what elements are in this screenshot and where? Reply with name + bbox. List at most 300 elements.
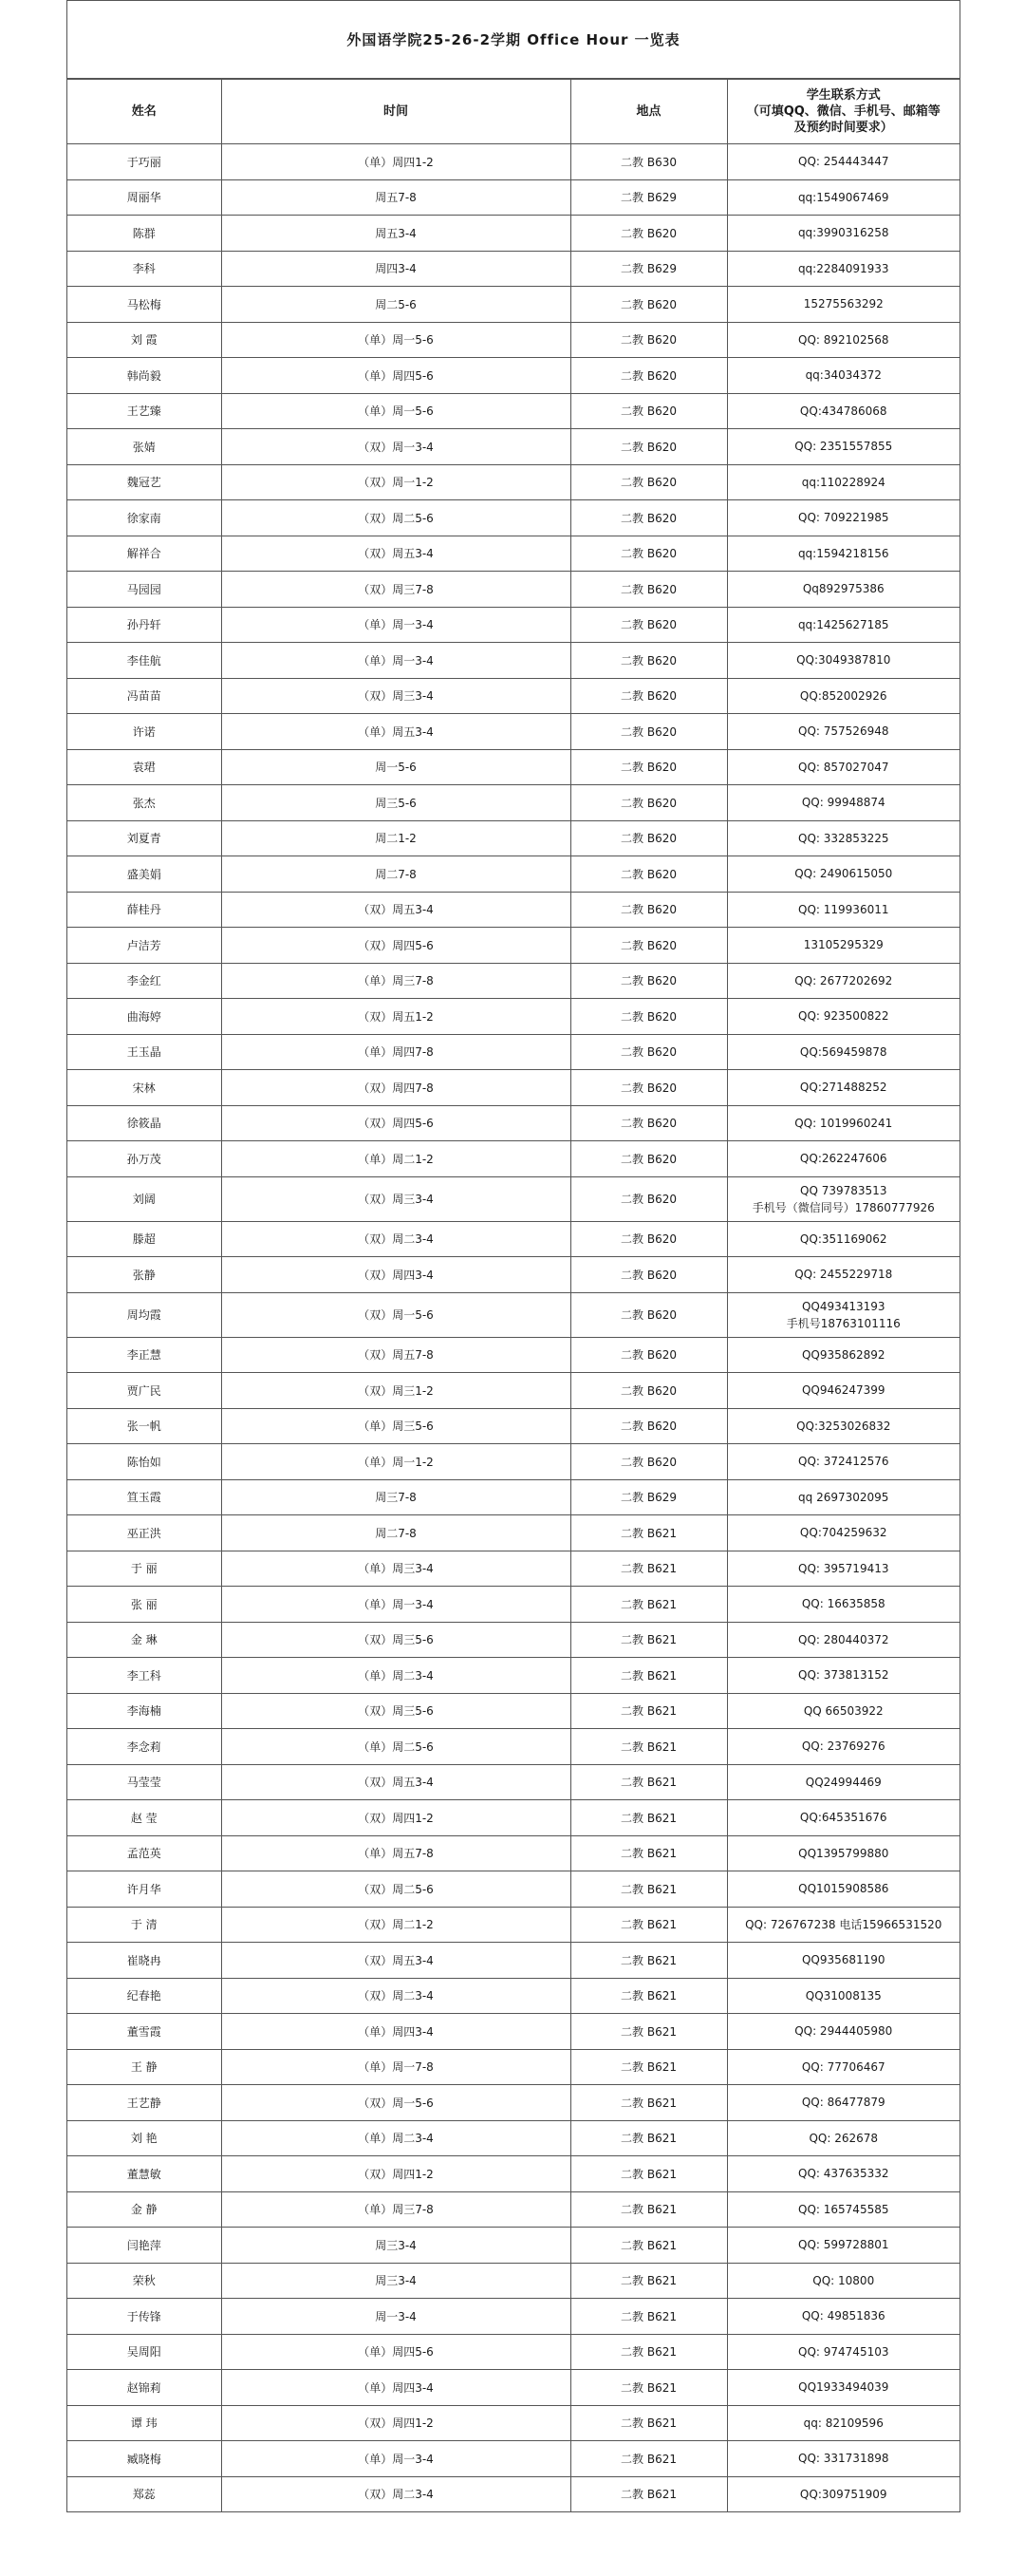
contact-cell — [727, 2191, 960, 2228]
contact-line: qq:1549067469 — [797, 190, 889, 204]
name-cell: 周丽华 — [67, 179, 221, 216]
table-row — [67, 2191, 960, 2228]
contact-line: 手机号18763101116 — [786, 1316, 901, 1330]
header-contact-line: 学生联系方式 — [806, 88, 881, 103]
contact-line: QQ: 262678 — [809, 2131, 879, 2145]
name-cell: 李海楠 — [67, 1693, 221, 1729]
contact-cell — [727, 2085, 960, 2121]
contact-cell — [727, 1373, 960, 1409]
name-cell: 陈群 — [67, 216, 221, 252]
name-cell: 张一帆 — [67, 1408, 221, 1444]
contact-cell — [727, 1978, 960, 2014]
time-cell: （单）周一3-4 — [221, 2441, 570, 2477]
contact-cell — [727, 216, 960, 252]
table-row — [67, 1978, 960, 2014]
contact-line: QQ: 77706467 — [801, 2059, 885, 2074]
time-cell: （单）周四5-6 — [221, 358, 570, 394]
time-cell: 周二5-6 — [221, 287, 570, 323]
table-row — [67, 820, 960, 856]
contact-cell — [727, 856, 960, 893]
contact-line: QQ1933494039 — [798, 2380, 889, 2395]
contact-cell — [727, 1551, 960, 1587]
time-cell: （双）周二5-6 — [221, 500, 570, 536]
time-cell: （单）周一1-2 — [221, 1444, 570, 1480]
table-row — [67, 1176, 960, 1221]
table-row — [67, 1871, 960, 1908]
name-cell: 闫艳萍 — [67, 2228, 221, 2264]
table-row — [67, 856, 960, 893]
time-cell: （双）周三1-2 — [221, 1373, 570, 1409]
header-name: 姓名 — [67, 80, 221, 144]
contact-line: QQ: 709221985 — [798, 511, 889, 525]
contact-cell — [727, 1176, 960, 1221]
contact-line: 13105295329 — [803, 938, 884, 952]
time-cell: （单）周一5-6 — [221, 393, 570, 429]
name-cell: 刘 艳 — [67, 2120, 221, 2156]
name-cell: 滕超 — [67, 1221, 221, 1257]
name-cell: 赵 莹 — [67, 1800, 221, 1836]
time-cell: （双）周四1-2 — [221, 2405, 570, 2441]
table-row — [67, 500, 960, 536]
time-cell: （双）周四1-2 — [221, 2156, 570, 2192]
table-row — [67, 1479, 960, 1515]
time-cell: 周二7-8 — [221, 1515, 570, 1551]
table-row — [67, 714, 960, 750]
contact-cell — [727, 1871, 960, 1908]
table-body — [67, 144, 960, 2512]
name-cell: 张静 — [67, 1257, 221, 1293]
location-cell: 二教 B620 — [570, 928, 727, 964]
table-row — [67, 2405, 960, 2441]
time-cell: 周四3-4 — [221, 251, 570, 287]
name-cell: 马园园 — [67, 572, 221, 608]
time-cell: （单）周二3-4 — [221, 2120, 570, 2156]
time-cell: （双）周三3-4 — [221, 678, 570, 714]
time-cell: （双）周三7-8 — [221, 572, 570, 608]
contact-cell — [727, 2156, 960, 2192]
name-cell: 冯苗苗 — [67, 678, 221, 714]
contact-cell — [727, 1105, 960, 1141]
name-cell: 孙丹轩 — [67, 607, 221, 643]
time-cell: （双）周一3-4 — [221, 429, 570, 465]
location-cell: 二教 B621 — [570, 2120, 727, 2156]
name-cell: 马松梅 — [67, 287, 221, 323]
name-cell: 张杰 — [67, 785, 221, 821]
name-cell: 郑蕊 — [67, 2476, 221, 2511]
location-cell: 二教 B620 — [570, 429, 727, 465]
time-cell: （双）周二5-6 — [221, 1871, 570, 1908]
location-cell: 二教 B620 — [570, 1257, 727, 1293]
location-cell: 二教 B620 — [570, 1337, 727, 1373]
name-cell: 宋林 — [67, 1070, 221, 1106]
time-cell: （单）周二5-6 — [221, 1729, 570, 1765]
contact-cell — [727, 1622, 960, 1658]
table-row — [67, 1221, 960, 1257]
table-row — [67, 144, 960, 180]
contact-cell — [727, 714, 960, 750]
table-row — [67, 1800, 960, 1836]
location-cell: 二教 B621 — [570, 1907, 727, 1943]
location-cell: 二教 B621 — [570, 1978, 727, 2014]
location-cell: 二教 B620 — [570, 1221, 727, 1257]
time-cell: （双）周四5-6 — [221, 928, 570, 964]
table-row — [67, 1729, 960, 1765]
contact-cell — [727, 1835, 960, 1871]
location-cell: 二教 B620 — [570, 216, 727, 252]
name-cell: 纪春艳 — [67, 1978, 221, 2014]
table-row — [67, 1337, 960, 1373]
time-cell: （单）周三3-4 — [221, 1551, 570, 1587]
contact-line: QQ: 119936011 — [798, 902, 889, 916]
name-cell: 刘阔 — [67, 1176, 221, 1221]
name-cell: 魏冠艺 — [67, 464, 221, 500]
name-cell: 金 静 — [67, 2191, 221, 2228]
contact-cell — [727, 643, 960, 679]
name-cell: 金 琳 — [67, 1622, 221, 1658]
table-row — [67, 536, 960, 572]
table-row — [67, 2228, 960, 2264]
location-cell: 二教 B620 — [570, 820, 727, 856]
location-cell: 二教 B620 — [570, 892, 727, 928]
location-cell: 二教 B620 — [570, 714, 727, 750]
name-cell: 张 丽 — [67, 1587, 221, 1623]
table-row — [67, 2334, 960, 2370]
contact-line: QQ: 331731898 — [798, 2452, 889, 2466]
contact-cell — [727, 928, 960, 964]
contact-line: QQ: 395719413 — [798, 1561, 889, 1575]
header-location: 地点 — [570, 80, 727, 144]
table-row — [67, 1141, 960, 1177]
time-cell: （双）周一1-2 — [221, 464, 570, 500]
time-cell: （单）周三5-6 — [221, 1408, 570, 1444]
table-header-row — [67, 80, 960, 144]
contact-line: QQ:569459878 — [799, 1044, 887, 1059]
name-cell: 李工科 — [67, 1658, 221, 1694]
name-cell: 王艺臻 — [67, 393, 221, 429]
contact-line: qq 2697302095 — [798, 1490, 889, 1504]
contact-line: QQ935862892 — [801, 1347, 885, 1362]
name-cell: 李佳航 — [67, 643, 221, 679]
contact-line: QQ: 726767238 电话15966531520 — [745, 1917, 942, 1931]
contact-cell — [727, 1141, 960, 1177]
location-cell: 二教 B620 — [570, 607, 727, 643]
location-cell: 二教 B621 — [570, 2370, 727, 2406]
contact-cell — [727, 1221, 960, 1257]
contact-cell — [727, 749, 960, 785]
time-cell: （双）周三5-6 — [221, 1693, 570, 1729]
contact-line: QQ: 1019960241 — [794, 1116, 893, 1130]
contact-line: QQ:271488252 — [799, 1081, 887, 1095]
time-cell: （双）周五3-4 — [221, 1943, 570, 1979]
contact-line: QQ493413193 — [801, 1299, 885, 1313]
name-cell: 崔晓冉 — [67, 1943, 221, 1979]
table-row — [67, 2299, 960, 2335]
name-cell: 王 静 — [67, 2049, 221, 2085]
location-cell: 二教 B620 — [570, 1373, 727, 1409]
time-cell: （单）周一3-4 — [221, 1587, 570, 1623]
contact-cell — [727, 251, 960, 287]
contact-cell — [727, 1070, 960, 1106]
time-cell: （双）周一5-6 — [221, 2085, 570, 2121]
table-row — [67, 464, 960, 500]
contact-cell — [727, 1337, 960, 1373]
time-cell: （双）周五7-8 — [221, 1337, 570, 1373]
contact-cell — [727, 500, 960, 536]
name-cell: 徐筱晶 — [67, 1105, 221, 1141]
contact-line: QQ31008135 — [805, 1988, 882, 2003]
time-cell: （双）周五3-4 — [221, 536, 570, 572]
time-cell: （单）周一5-6 — [221, 322, 570, 358]
contact-cell — [727, 607, 960, 643]
location-cell: 二教 B621 — [570, 1622, 727, 1658]
table-row — [67, 1444, 960, 1480]
time-cell: （双）周四7-8 — [221, 1070, 570, 1106]
time-cell: 周二1-2 — [221, 820, 570, 856]
contact-line: QQ: 16635858 — [801, 1597, 885, 1611]
contact-line: QQ: 254443447 — [798, 155, 889, 169]
location-cell: 二教 B621 — [570, 1515, 727, 1551]
name-cell: 于 丽 — [67, 1551, 221, 1587]
contact-line: Qq892975386 — [802, 582, 885, 596]
location-cell: 二教 B621 — [570, 2156, 727, 2192]
table-row — [67, 607, 960, 643]
location-cell: 二教 B621 — [570, 1658, 727, 1694]
contact-cell — [727, 1587, 960, 1623]
location-cell: 二教 B621 — [570, 1800, 727, 1836]
table-row — [67, 2085, 960, 2121]
time-cell: （双）周四1-2 — [221, 1800, 570, 1836]
contact-cell — [727, 2263, 960, 2299]
contact-cell — [727, 1800, 960, 1836]
location-cell: 二教 B621 — [570, 2405, 727, 2441]
contact-cell — [727, 2120, 960, 2156]
contact-cell — [727, 393, 960, 429]
table-row — [67, 1515, 960, 1551]
contact-cell — [727, 1479, 960, 1515]
contact-cell — [727, 2228, 960, 2264]
table-row — [67, 1373, 960, 1409]
location-cell: 二教 B620 — [570, 1070, 727, 1106]
contact-cell — [727, 1907, 960, 1943]
contact-cell — [727, 179, 960, 216]
table-row — [67, 572, 960, 608]
contact-line: QQ: 10800 — [812, 2273, 875, 2287]
contact-line: QQ:309751909 — [799, 2487, 887, 2501]
contact-cell — [727, 963, 960, 999]
location-cell: 二教 B620 — [570, 1105, 727, 1141]
location-cell: 二教 B620 — [570, 393, 727, 429]
name-cell: 周均霞 — [67, 1292, 221, 1337]
time-cell: （单）周四3-4 — [221, 2370, 570, 2406]
time-cell: 周五7-8 — [221, 179, 570, 216]
contact-line: QQ 66503922 — [803, 1703, 884, 1718]
name-cell: 李正慧 — [67, 1337, 221, 1373]
location-cell: 二教 B620 — [570, 963, 727, 999]
contact-cell — [727, 429, 960, 465]
office-hour-sheet — [66, 0, 960, 2512]
time-cell: （单）周五3-4 — [221, 714, 570, 750]
location-cell: 二教 B621 — [570, 2334, 727, 2370]
time-cell: （单）周四7-8 — [221, 1034, 570, 1070]
contact-line: QQ:704259632 — [799, 1526, 887, 1540]
time-cell: （双）周二1-2 — [221, 1907, 570, 1943]
table-row — [67, 1105, 960, 1141]
contact-line: QQ: 86477879 — [801, 2096, 885, 2110]
contact-cell — [727, 999, 960, 1035]
location-cell: 二教 B620 — [570, 1444, 727, 1480]
table-row — [67, 358, 960, 394]
location-cell: 二教 B621 — [570, 1693, 727, 1729]
time-cell: （单）周四5-6 — [221, 2334, 570, 2370]
name-cell: 王玉晶 — [67, 1034, 221, 1070]
contact-line: QQ: 2944405980 — [794, 2024, 893, 2039]
table-row — [67, 1551, 960, 1587]
header-contact-line: 及预约时间要求） — [793, 121, 893, 135]
location-cell: 二教 B620 — [570, 536, 727, 572]
name-cell: 贾广民 — [67, 1373, 221, 1409]
time-cell: （单）周一7-8 — [221, 2049, 570, 2085]
location-cell: 二教 B620 — [570, 785, 727, 821]
contact-cell — [727, 287, 960, 323]
contact-line: QQ: 2490615050 — [794, 867, 893, 881]
name-cell: 李金红 — [67, 963, 221, 999]
contact-line: QQ: 332853225 — [798, 831, 889, 845]
time-cell: （单）周一3-4 — [221, 607, 570, 643]
location-cell: 二教 B621 — [570, 1551, 727, 1587]
table-row — [67, 2441, 960, 2477]
contact-cell — [727, 1943, 960, 1979]
page-title: 外国语学院25-26-2学期 Office Hour 一览表 — [67, 0, 960, 79]
contact-cell — [727, 1764, 960, 1800]
contact-cell — [727, 785, 960, 821]
name-cell: 卢洁芳 — [67, 928, 221, 964]
table-row — [67, 678, 960, 714]
name-cell: 许诺 — [67, 714, 221, 750]
time-cell: 周五3-4 — [221, 216, 570, 252]
location-cell: 二教 B620 — [570, 322, 727, 358]
contact-cell — [727, 2476, 960, 2511]
contact-cell — [727, 2014, 960, 2050]
location-cell: 二教 B620 — [570, 1034, 727, 1070]
name-cell: 袁珺 — [67, 749, 221, 785]
contact-line: QQ:434786068 — [799, 404, 887, 418]
table-row — [67, 429, 960, 465]
time-cell: （双）周五1-2 — [221, 999, 570, 1035]
table-row — [67, 287, 960, 323]
location-cell: 二教 B621 — [570, 2014, 727, 2050]
contact-line: QQ: 280440372 — [798, 1632, 889, 1646]
contact-line: qq:34034372 — [805, 368, 882, 383]
contact-cell — [727, 2049, 960, 2085]
time-cell: 周三7-8 — [221, 1479, 570, 1515]
time-cell: （双）周四3-4 — [221, 1257, 570, 1293]
time-cell: （双）周三3-4 — [221, 1176, 570, 1221]
contact-line: QQ:645351676 — [799, 1811, 887, 1825]
location-cell: 二教 B620 — [570, 999, 727, 1035]
time-cell: （单）周二1-2 — [221, 1141, 570, 1177]
location-cell: 二教 B620 — [570, 643, 727, 679]
location-cell: 二教 B620 — [570, 1141, 727, 1177]
contact-line: qq:2284091933 — [797, 261, 889, 275]
contact-line: QQ: 599728801 — [798, 2238, 889, 2252]
contact-line: QQ:3253026832 — [796, 1419, 891, 1433]
time-cell: （双）周三5-6 — [221, 1622, 570, 1658]
location-cell: 二教 B620 — [570, 1176, 727, 1221]
location-cell: 二教 B620 — [570, 500, 727, 536]
contact-cell — [727, 2441, 960, 2477]
time-cell: （双）周五3-4 — [221, 1764, 570, 1800]
table-row — [67, 1907, 960, 1943]
name-cell: 于传锋 — [67, 2299, 221, 2335]
location-cell: 二教 B621 — [570, 2085, 727, 2121]
name-cell: 韩尚毅 — [67, 358, 221, 394]
name-cell: 曲海婷 — [67, 999, 221, 1035]
time-cell: 周一5-6 — [221, 749, 570, 785]
time-cell: （单）周四3-4 — [221, 2014, 570, 2050]
name-cell: 孙万茂 — [67, 1141, 221, 1177]
name-cell: 荣秋 — [67, 2263, 221, 2299]
contact-line: QQ:852002926 — [799, 688, 887, 703]
location-cell: 二教 B621 — [570, 1587, 727, 1623]
table-row — [67, 2014, 960, 2050]
location-cell: 二教 B620 — [570, 572, 727, 608]
location-cell: 二教 B620 — [570, 287, 727, 323]
table-row — [67, 1622, 960, 1658]
location-cell: 二教 B620 — [570, 1292, 727, 1337]
table-row — [67, 251, 960, 287]
contact-line: qq: 82109596 — [803, 2416, 884, 2430]
name-cell: 王艺静 — [67, 2085, 221, 2121]
location-cell: 二教 B620 — [570, 1408, 727, 1444]
contact-cell — [727, 1444, 960, 1480]
contact-cell — [727, 144, 960, 180]
name-cell: 薛桂丹 — [67, 892, 221, 928]
header-contact — [727, 80, 960, 144]
time-cell: （双）周二3-4 — [221, 1978, 570, 2014]
contact-cell — [727, 2334, 960, 2370]
table-row — [67, 1587, 960, 1623]
time-cell: 周二7-8 — [221, 856, 570, 893]
contact-line: 15275563292 — [803, 297, 884, 311]
location-cell: 二教 B621 — [570, 2263, 727, 2299]
location-cell: 二教 B621 — [570, 2441, 727, 2477]
contact-line: QQ1015908586 — [798, 1882, 889, 1896]
contact-cell — [727, 1693, 960, 1729]
contact-cell — [727, 322, 960, 358]
contact-line: QQ: 372412576 — [798, 1455, 889, 1469]
contact-line: QQ: 437635332 — [798, 2167, 889, 2181]
location-cell: 二教 B620 — [570, 856, 727, 893]
name-cell: 解祥合 — [67, 536, 221, 572]
contact-cell — [727, 2405, 960, 2441]
location-cell: 二教 B620 — [570, 749, 727, 785]
table-row — [67, 179, 960, 216]
time-cell: （单）周四1-2 — [221, 144, 570, 180]
time-cell: （单）周三7-8 — [221, 963, 570, 999]
table-row — [67, 2370, 960, 2406]
location-cell: 二教 B621 — [570, 1871, 727, 1908]
location-cell: 二教 B629 — [570, 251, 727, 287]
header-time: 时间 — [221, 80, 570, 144]
location-cell: 二教 B621 — [570, 1943, 727, 1979]
contact-line: QQ: 23769276 — [801, 1739, 885, 1754]
time-cell: （双）周五3-4 — [221, 892, 570, 928]
name-cell: 许月华 — [67, 1871, 221, 1908]
contact-line: QQ: 2455229718 — [794, 1268, 893, 1282]
location-cell: 二教 B629 — [570, 179, 727, 216]
location-cell: 二教 B620 — [570, 464, 727, 500]
contact-line: qq:1425627185 — [797, 617, 889, 631]
